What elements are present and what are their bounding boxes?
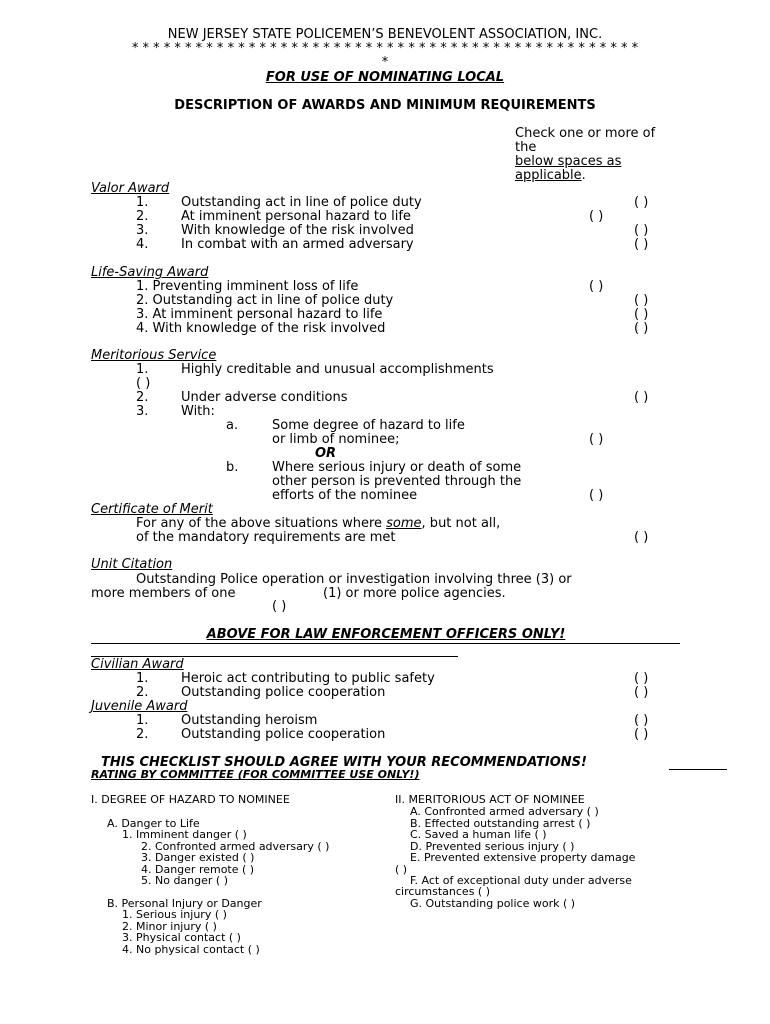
valor-item-num: 4.: [136, 237, 149, 252]
checkbox[interactable]: ( ): [634, 223, 649, 238]
injury-item: 4. No physical contact ( ): [122, 943, 260, 956]
merit-act-item: B. Effected outstanding arrest ( ): [410, 817, 591, 830]
checkbox[interactable]: ( ): [634, 530, 649, 545]
meritorious-act-title: II. MERITORIOUS ACT OF NOMINEE: [395, 793, 585, 806]
checkbox[interactable]: ( ): [634, 671, 649, 686]
checkbox[interactable]: ( ): [634, 293, 649, 308]
meritorious-item-text: With:: [181, 404, 215, 419]
valor-item-text: At imminent personal hazard to life: [181, 209, 411, 224]
injury-item: 1. Serious injury ( ): [122, 908, 227, 921]
valor-item-text: With knowledge of the risk involved: [181, 223, 414, 238]
sub-item-text: efforts of the nominee: [272, 488, 418, 503]
checkbox[interactable]: ( ): [136, 376, 151, 391]
valor-item-text: Outstanding act in line of police duty: [181, 195, 422, 210]
certificate-line1: [136, 517, 500, 531]
merit-act-item: C. Saved a human life ( ): [410, 828, 547, 841]
checklist-blank-line: [669, 769, 727, 770]
meritorious-item-num: 2.: [136, 390, 149, 405]
star-divider-end: *: [381, 55, 389, 70]
meritorious-item-num: 3.: [136, 404, 149, 419]
merit-act-item: E. Prevented extensive property damage: [410, 851, 636, 864]
personal-injury-title: B. Personal Injury or Danger: [107, 897, 262, 910]
valor-item-text: In combat with an armed adversary: [181, 237, 414, 252]
checklist-heading: THIS CHECKLIST SHOULD AGREE WITH YOUR RECOMMENDATIONS!: [101, 755, 587, 770]
lifesaving-award-title: Life-Saving Award: [91, 265, 209, 280]
merit-act-item: A. Confronted armed adversary ( ): [410, 805, 599, 818]
unit-citation-title: Unit Citation: [91, 557, 173, 572]
unit-line2b: (1) or more police agencies.: [323, 586, 506, 601]
checkbox[interactable]: ( ): [634, 685, 649, 700]
certificate-text: For any of the above situations where: [136, 516, 387, 531]
divider-line: [91, 643, 680, 644]
sub-item-label: b.: [226, 460, 239, 475]
hazard-item: 4. Danger remote ( ): [141, 863, 255, 876]
checkbox[interactable]: ( ): [634, 390, 649, 405]
check-note-line3: below spaces as: [515, 154, 622, 169]
checkbox[interactable]: ( ): [589, 432, 604, 447]
description-heading: DESCRIPTION OF AWARDS AND MINIMUM REQUIREMENTS: [174, 98, 596, 113]
checkbox[interactable]: ( ): [634, 195, 649, 210]
checkbox[interactable]: ( ): [272, 599, 287, 614]
org-title: NEW JERSEY STATE POLICEMEN’S BENEVOLENT ASSOCIATION, INC.: [167, 27, 603, 42]
juvenile-item-num: 2.: [136, 727, 149, 742]
sub-item-text: Where serious injury or death of some: [272, 460, 522, 475]
hazard-item: 2. Confronted armed adversary ( ): [141, 840, 330, 853]
officers-only-heading: ABOVE FOR LAW ENFORCEMENT OFFICERS ONLY!: [206, 627, 566, 642]
checkbox[interactable]: ( ): [634, 237, 649, 252]
injury-item: 3. Physical contact ( ): [122, 931, 241, 944]
checkbox[interactable]: ( ): [589, 488, 604, 503]
certificate-of-merit-title: Certificate of Merit: [91, 502, 213, 517]
valor-item-num: 1.: [136, 195, 149, 210]
hazard-degree-title: I. DEGREE OF HAZARD TO NOMINEE: [91, 793, 290, 806]
hazard-item: 5. No danger ( ): [141, 874, 228, 887]
merit-act-item: G. Outstanding police work ( ): [410, 897, 576, 910]
lifesaving-item: 3. At imminent personal hazard to life: [136, 307, 383, 322]
lifesaving-item: 4. With knowledge of the risk involved: [136, 321, 386, 336]
unit-line1: Outstanding Police operation or investigation involving three (3) or: [136, 572, 572, 587]
sub-item-text: or limb of nominee;: [272, 432, 400, 447]
hazard-item: 1. Imminent danger ( ): [122, 828, 247, 841]
civilian-award-title: Civilian Award: [91, 657, 184, 672]
sub-item-text: other person is prevented through the: [272, 474, 522, 489]
meritorious-service-title: Meritorious Service: [91, 348, 217, 363]
certificate-text: , but not all,: [421, 516, 501, 531]
merit-act-item: circumstances ( ): [395, 885, 490, 898]
check-note-applicable: applicable: [515, 168, 582, 183]
merit-act-item: F. Act of exceptional duty under adverse: [410, 874, 632, 887]
lifesaving-item: 1. Preventing imminent loss of life: [136, 279, 359, 294]
or-label: OR: [315, 446, 337, 461]
star-divider: * * * * * * * * * * * * * * * * * * * * * * * * * * * * * * * * * * * * * * * * * * * * * * * *: [131, 41, 639, 56]
lifesaving-item: 2. Outstanding act in line of police duty: [136, 293, 394, 308]
certificate-emphasis: some: [386, 516, 422, 531]
checkbox[interactable]: ( ): [634, 713, 649, 728]
nominating-local-heading: FOR USE OF NOMINATING LOCAL: [265, 70, 505, 85]
certificate-line2: of the mandatory requirements are met: [136, 530, 396, 545]
committee-rating-heading: RATING BY COMMITTEE (FOR COMMITTEE USE ONLY!): [91, 768, 420, 781]
merit-act-item: D. Prevented serious injury ( ): [410, 840, 575, 853]
danger-to-life-title: A. Danger to Life: [107, 817, 200, 830]
valor-award-title: Valor Award: [91, 181, 170, 196]
civilian-item-num: 2.: [136, 685, 149, 700]
check-note-line2: the: [515, 140, 537, 155]
checkbox[interactable]: ( ): [589, 279, 604, 294]
juvenile-item-num: 1.: [136, 713, 149, 728]
juvenile-item-text: Outstanding heroism: [181, 713, 318, 728]
civilian-item-num: 1.: [136, 671, 149, 686]
sub-item-label: a.: [226, 418, 239, 433]
checkbox[interactable]: ( ): [395, 863, 408, 876]
hazard-item: 3. Danger existed ( ): [141, 851, 255, 864]
valor-item-num: 3.: [136, 223, 149, 238]
checkbox[interactable]: ( ): [634, 307, 649, 322]
checkbox[interactable]: ( ): [589, 209, 604, 224]
sub-item-text: Some degree of hazard to life: [272, 418, 465, 433]
checkbox[interactable]: ( ): [634, 321, 649, 336]
meritorious-item-text: Highly creditable and unusual accomplishments: [181, 362, 494, 377]
juvenile-item-text: Outstanding police cooperation: [181, 727, 386, 742]
check-note-period: .: [581, 168, 586, 183]
check-note-line4: [515, 169, 586, 183]
civilian-item-text: Heroic act contributing to public safety: [181, 671, 435, 686]
meritorious-item-text: Under adverse conditions: [181, 390, 348, 405]
check-note-line1: Check one or more of: [515, 126, 656, 141]
injury-item: 2. Minor injury ( ): [122, 920, 217, 933]
meritorious-item-num: 1.: [136, 362, 149, 377]
juvenile-award-title: Juvenile Award: [91, 699, 188, 714]
unit-line2a: more members of one: [91, 586, 236, 601]
civilian-item-text: Outstanding police cooperation: [181, 685, 386, 700]
checkbox[interactable]: ( ): [634, 727, 649, 742]
valor-item-num: 2.: [136, 209, 149, 224]
